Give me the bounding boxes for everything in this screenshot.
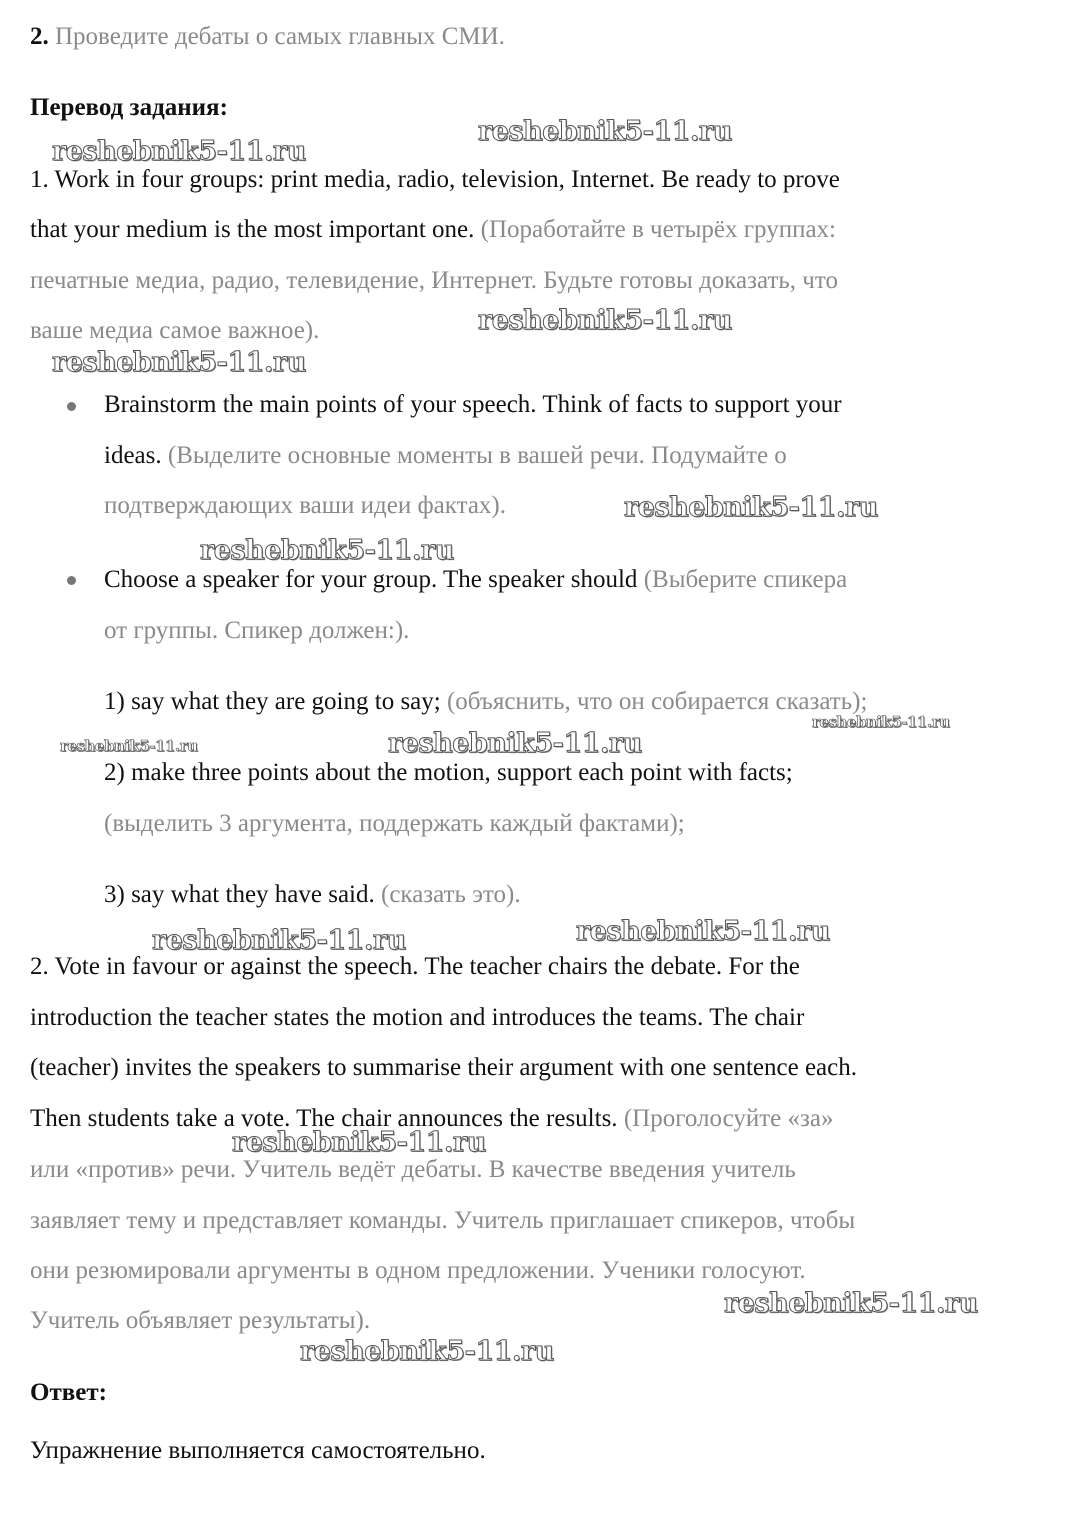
item1-line1: 1. Work in four groups: print media, radio, television, Internet. Be ready to prove [30,166,840,193]
task-title-text: Проведите дебаты о самых главных СМИ. [55,23,505,50]
translation-heading: Перевод задания: [30,94,228,121]
watermark: reshebnik5-11.ru [52,136,306,167]
item1-line2: that your medium is the most important one. (Поработайте в четырёх группах: [30,216,836,243]
watermark: reshebnik5-11.ru [300,1336,554,1367]
watermark: reshebnik5-11.ru [60,737,198,755]
item2-line3: (teacher) invites the speakers to summarise their argument with one sentence each. [30,1054,858,1081]
item1-line3: печатные медиа, радио, телевидение, Интернет. Будьте готовы доказать, что [30,267,838,294]
answer-text: Упражнение выполняется самостоятельно. [30,1437,486,1464]
bullet-dot-2 [67,576,76,585]
watermark: reshebnik5-11.ru [478,305,732,336]
watermark: reshebnik5-11.ru [812,713,950,731]
item2-line2: introduction the teacher states the motion and introduces the teams. The chair [30,1004,805,1031]
item2-line1: 2. Vote in favour or against the speech. The teacher chairs the debate. For the [30,953,800,980]
watermark: reshebnik5-11.ru [152,925,406,956]
watermark: reshebnik5-11.ru [576,916,830,947]
watermark: reshebnik5-11.ru [232,1127,486,1158]
item2-line4: Then students take a vote. The chair announces the results. (Проголосуйте «за» [30,1105,834,1132]
watermark: reshebnik5-11.ru [624,492,878,523]
item2-line7: они резюмировали аргументы в одном предложении. Ученики голосуют. [30,1257,806,1284]
bullet2-line1: Choose a speaker for your group. The speaker should (Выберите спикера [104,566,848,593]
bullet1-line2: ideas. (Выделите основные моменты в вашей речи. Подумайте о [104,442,787,469]
watermark: reshebnik5-11.ru [724,1288,978,1319]
step-2-translation: (выделить 3 аргумента, поддержать каждый фактами); [104,810,685,837]
step-1: 1) say what they are going to say; (объяснить, что он собирается сказать); [104,688,868,715]
step-3: 3) say what they have said. (сказать это). [104,881,521,908]
step-2: 2) make three points about the motion, support each point with facts; [104,759,793,786]
watermark: reshebnik5-11.ru [200,535,454,566]
answer-heading: Ответ: [30,1379,107,1406]
item2-line8: Учитель объявляет результаты). [30,1307,371,1334]
item1-line4: ваше медиа самое важное). [30,317,320,344]
bullet-dot-1 [67,402,76,411]
watermark: reshebnik5-11.ru [52,347,306,378]
bullet2-line2: от группы. Спикер должен:). [104,617,410,644]
watermark: reshebnik5-11.ru [388,728,642,759]
bullet1-line1: Brainstorm the main points of your speech. Think of facts to support your [104,391,842,418]
task-number: 2. [30,23,49,50]
item2-line5: или «против» речи. Учитель ведёт дебаты. В качестве введения учитель [30,1156,796,1183]
item2-line6: заявляет тему и представляет команды. Учитель приглашает спикеров, чтобы [30,1207,856,1234]
watermark: reshebnik5-11.ru [478,116,732,147]
task-title [30,22,505,52]
bullet1-line3: подтверждающих ваши идеи фактах). [104,492,506,519]
